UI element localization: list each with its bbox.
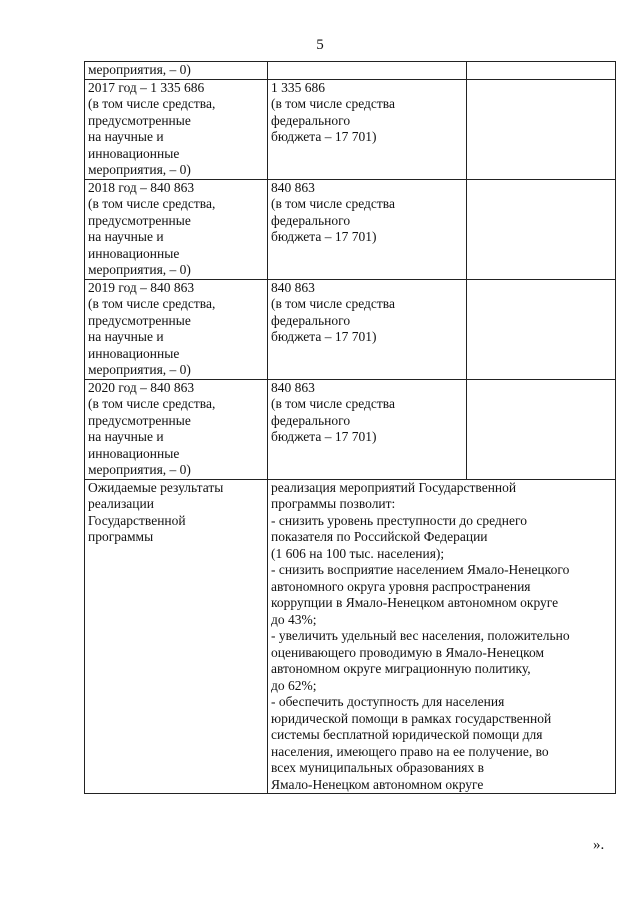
- cell-text-line: - снизить восприятие населением Ямало-Ненецкого: [271, 562, 570, 577]
- cell-text-line: инновационные: [88, 345, 180, 361]
- table-cell-col2: [268, 179, 467, 279]
- table-cell-col3: [467, 179, 616, 279]
- cell-text-line: коррупции в Ямало-Ненецком автономном округе: [271, 595, 559, 610]
- table-cell-col1: [85, 279, 268, 379]
- cell-text-line: 2017 год – 1 335 686: [88, 79, 205, 95]
- table-cell-col3: [467, 279, 616, 379]
- cell-text-line: бюджета – 17 701): [271, 429, 377, 444]
- cell-text-line: мероприятия, – 0): [88, 262, 191, 277]
- table-cell-col1: [85, 179, 268, 279]
- cell-text-line: на научные и: [88, 329, 164, 344]
- table-cell-col2: [268, 479, 616, 794]
- cell-text-line: Ямало-Ненецком автономном округе: [271, 776, 484, 792]
- table-body: [85, 62, 616, 794]
- cell-text-line: населения, имеющего право на ее получение, во: [271, 743, 549, 759]
- cell-text-line: автономном округе миграционную политику,: [271, 661, 531, 676]
- cell-text-line: предусмотренные: [88, 212, 191, 228]
- table-cell-col2: [268, 79, 467, 179]
- table-cell-col1: [85, 479, 268, 794]
- table-cell-col3: [467, 379, 616, 479]
- table-row: [85, 79, 616, 179]
- cell-text-line: 2018 год – 840 863: [88, 179, 195, 195]
- cell-text-line: федерального: [271, 112, 351, 128]
- table-cell-col2: [268, 379, 467, 479]
- table-row: [85, 379, 616, 479]
- cell-text-line: на научные и: [88, 129, 164, 144]
- table-cell-col1: [85, 379, 268, 479]
- cell-text-line: (в том числе средства: [271, 296, 395, 311]
- page-number: 5: [316, 37, 324, 53]
- table-cell-col3: [467, 62, 616, 80]
- cell-text-line: до 43%;: [271, 611, 317, 627]
- cell-text-line: федерального: [271, 312, 351, 328]
- cell-text-line: автономного округа уровня распространения: [271, 578, 531, 594]
- table-row: [85, 179, 616, 279]
- table-cell-col1: [85, 79, 268, 179]
- cell-text-line: федерального: [271, 412, 351, 428]
- table-row: [85, 62, 616, 80]
- cell-text-line: на научные и: [88, 229, 164, 244]
- cell-text-line: бюджета – 17 701): [271, 329, 377, 344]
- cell-text-line: Государственной: [88, 512, 186, 528]
- cell-text-line: инновационные: [88, 445, 180, 461]
- cell-text-line: бюджета – 17 701): [271, 229, 377, 244]
- cell-text-line: - обеспечить доступность для населения: [271, 694, 505, 709]
- cell-text-line: (в том числе средства: [271, 396, 395, 411]
- cell-text-line: (1 606 на 100 тыс. населения);: [271, 545, 445, 561]
- cell-text-line: программы: [88, 529, 154, 544]
- table-cell-col2: [268, 279, 467, 379]
- closing-quote-mark: ».: [593, 837, 605, 853]
- cell-text-line: системы бесплатной юридической помощи для: [271, 727, 543, 742]
- cell-text-line: реализации: [88, 496, 154, 511]
- cell-text-line: 2019 год – 840 863: [88, 279, 195, 295]
- cell-text-line: мероприятия, – 0): [88, 362, 191, 377]
- cell-text-line: предусмотренные: [88, 412, 191, 428]
- cell-text-line: 2020 год – 840 863: [88, 379, 195, 395]
- cell-text-line: предусмотренные: [88, 312, 191, 328]
- cell-text-line: 840 863: [271, 379, 315, 395]
- cell-text-line: юридической помощи в рамках государственной: [271, 710, 552, 726]
- cell-text-line: (в том числе средства,: [88, 396, 216, 411]
- table-row: [85, 279, 616, 379]
- cell-text-line: 1 335 686: [271, 79, 325, 95]
- cell-text-line: федерального: [271, 212, 351, 228]
- cell-text-line: на научные и: [88, 429, 164, 444]
- cell-text-line: (в том числе средства,: [88, 96, 216, 111]
- program-funding-table: [84, 61, 616, 794]
- cell-text-line: (в том числе средства: [271, 196, 395, 211]
- cell-text-line: (в том числе средства: [271, 96, 395, 111]
- table-cell-col2: [268, 62, 467, 80]
- cell-text-line: Ожидаемые результаты: [88, 479, 224, 495]
- cell-text-line: инновационные: [88, 145, 180, 161]
- table-cell-col3: [467, 79, 616, 179]
- cell-text-line: мероприятия, – 0): [88, 462, 191, 477]
- cell-text-line: мероприятия, – 0): [88, 162, 191, 177]
- cell-text-line: предусмотренные: [88, 112, 191, 128]
- cell-text-line: мероприятия, – 0): [88, 62, 191, 77]
- cell-text-line: 840 863: [271, 279, 315, 295]
- cell-text-line: всех муниципальных образованиях в: [271, 760, 484, 775]
- cell-text-line: реализация мероприятий Государственной: [271, 479, 517, 495]
- cell-text-line: - увеличить удельный вес населения, положительно: [271, 628, 570, 643]
- table-row: [85, 479, 616, 794]
- cell-text-line: 840 863: [271, 179, 315, 195]
- cell-text-line: инновационные: [88, 245, 180, 261]
- cell-text-line: оценивающего проводимую в Ямало-Ненецком: [271, 644, 545, 660]
- cell-text-line: бюджета – 17 701): [271, 129, 377, 144]
- cell-text-line: (в том числе средства,: [88, 196, 216, 211]
- cell-text-line: показателя по Российской Федерации: [271, 529, 488, 544]
- cell-text-line: - снизить уровень преступности до среднего: [271, 512, 527, 528]
- cell-text-line: до 62%;: [271, 677, 317, 693]
- table-cell-col1: [85, 62, 268, 80]
- cell-text-line: программы позволит:: [271, 496, 396, 511]
- cell-text-line: (в том числе средства,: [88, 296, 216, 311]
